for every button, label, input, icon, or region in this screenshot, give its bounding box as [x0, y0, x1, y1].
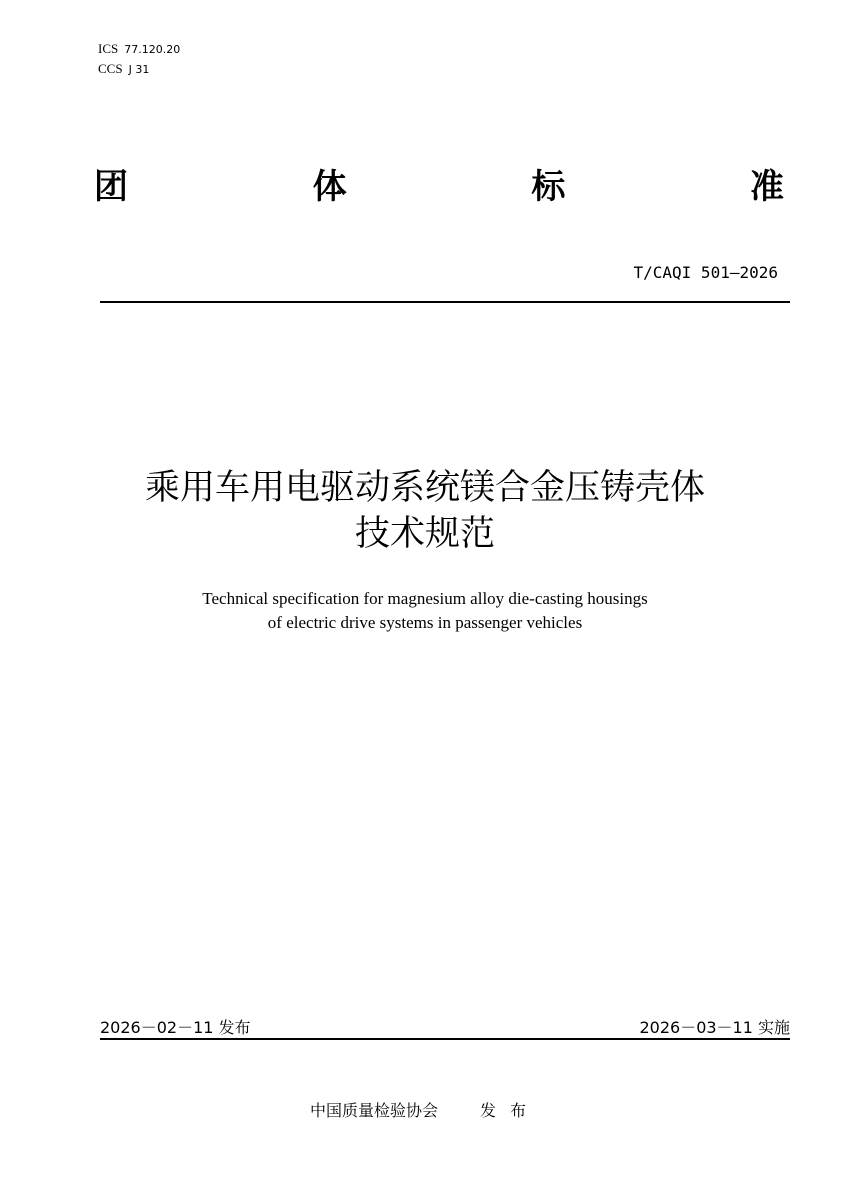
- standard-number: T/CAQI 501—2026: [633, 263, 778, 282]
- issuer-action: 发布: [480, 1101, 541, 1120]
- implement-date: 2026－03－11 实施: [639, 1018, 790, 1037]
- title-cn-line1: 乘用车用电驱动系统镁合金压铸壳体: [144, 468, 705, 508]
- standard-type-char: 标: [531, 166, 566, 207]
- title-cn-line2: 技术规范: [354, 514, 495, 554]
- footer-divider: [100, 1038, 790, 1040]
- publish-date: 2026－02－11 发布: [100, 1018, 251, 1037]
- ics-label: ICS: [98, 41, 119, 56]
- standard-type-char: 体: [312, 166, 347, 207]
- standard-type-char: 准: [749, 166, 784, 207]
- title-en-line1: Technical specification for magnesium alloy die-casting housings: [202, 589, 648, 608]
- ccs-value: J 31: [128, 63, 150, 76]
- header-divider: [100, 301, 790, 303]
- ics-value: 77.120.20: [124, 43, 181, 56]
- standard-type-heading: [94, 160, 784, 206]
- ccs-code: [98, 62, 149, 77]
- ics-code: [98, 42, 180, 57]
- issuer-name: 中国质量检验协会: [309, 1101, 438, 1120]
- issuer-line: [0, 1098, 850, 1121]
- ccs-label: CCS: [98, 61, 123, 76]
- standard-type-char: 团: [94, 166, 128, 207]
- title-en-line2: of electric drive systems in passenger vehicles: [267, 613, 583, 632]
